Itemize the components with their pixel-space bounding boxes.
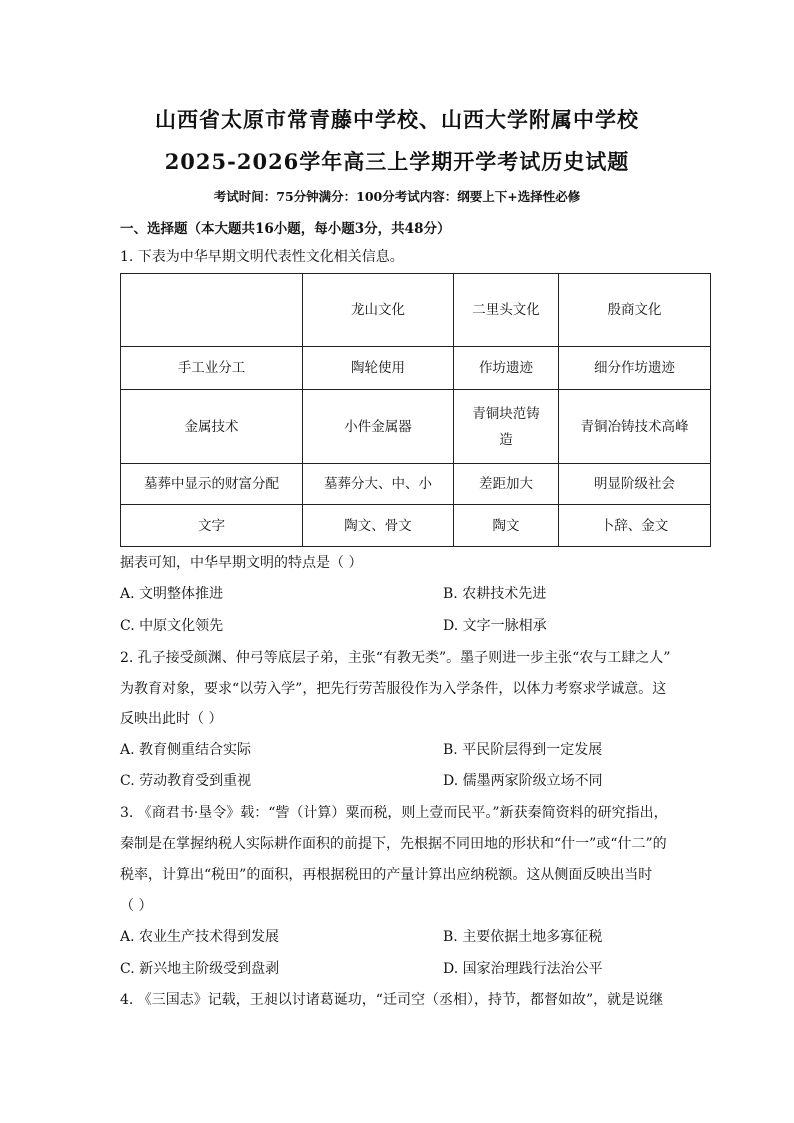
- table-cell: 陶文、骨文: [303, 505, 454, 547]
- table-cell: 卜辞、金文: [559, 505, 711, 547]
- q2-line3: 反映出此时（ ）: [120, 711, 223, 727]
- q2-option-c[interactable]: C. 劳动教育受到重视: [120, 773, 252, 789]
- table-cell: 明显阶级社会: [559, 464, 711, 505]
- table-cell: 青铜冶铸技术高峰: [559, 390, 711, 464]
- table-cell: 陶轮使用: [303, 347, 454, 390]
- table-header-cell: 二里头文化: [454, 274, 559, 347]
- exam-info: 考试时间：75分钟满分：100分考试内容：纲要上下+选择性必修: [213, 189, 581, 204]
- q1-option-d[interactable]: D. 文字一脉相承: [443, 618, 547, 634]
- q3-line2: 秦制是在掌握纳税人实际耕作面积的前提下，先根据不同田地的形状和“什一”或“什二”的: [120, 836, 667, 852]
- table-cell: 细分作坊遗迹: [559, 347, 711, 390]
- table-cell: 青铜块范铸造: [454, 390, 559, 464]
- exam-title-line2: 2025-2026学年高三上学期开学考试历史试题: [164, 149, 630, 174]
- table-header-cell: 龙山文化: [303, 274, 454, 347]
- table-cell: 手工业分工: [121, 347, 303, 390]
- q2-option-a[interactable]: A. 教育侧重结合实际: [120, 742, 252, 758]
- table-header-row: [121, 274, 711, 347]
- q1-option-b[interactable]: B. 农耕技术先进: [443, 586, 547, 602]
- table-cell: 文字: [121, 505, 303, 547]
- table-row: [121, 464, 711, 505]
- section-heading: 一、选择题（本大题共16小题，每小题3分，共48分）: [120, 221, 451, 237]
- table-row: [121, 505, 711, 547]
- q3-line1: 3. 《商君书·垦令》载：“訾（计算）粟而税，则上壹而民平。”新获秦简资料的研究指出，: [120, 805, 668, 821]
- q3-option-c[interactable]: C. 新兴地主阶级受到盘剥: [120, 961, 280, 977]
- table-cell: 小件金属器: [303, 390, 454, 464]
- q2-line1: 2. 孔子接受颜渊、仲弓等底层子弟，主张“有教无类”。墨子则进一步主张“农与工肆之人”: [120, 650, 671, 666]
- q3-option-a[interactable]: A. 农业生产技术得到发展: [120, 929, 280, 945]
- table-cell: 墓葬中显示的财富分配: [121, 464, 303, 505]
- table-header-cell: 殷商文化: [559, 274, 711, 347]
- q3-option-b[interactable]: B. 主要依据土地多寡征税: [443, 929, 603, 945]
- q3-option-d[interactable]: D. 国家治理践行法治公平: [443, 961, 603, 977]
- q2-option-d[interactable]: D. 儒墨两家阶级立场不同: [443, 773, 603, 789]
- table-row: [121, 390, 711, 464]
- q3-line3: 税率，计算出“税田”的面积，再根据税田的产量计算出应纳税额。这从侧面反映出当时: [120, 867, 653, 883]
- table-row: [121, 347, 711, 390]
- q2-option-b[interactable]: B. 平民阶层得到一定发展: [443, 742, 603, 758]
- culture-table: [120, 273, 711, 547]
- q1-option-a[interactable]: A. 文明整体推进: [120, 586, 224, 602]
- table-cell: 墓葬分大、中、小: [303, 464, 454, 505]
- table-cell: 金属技术: [121, 390, 303, 464]
- q2-line2: 为教育对象，要求“以劳入学”，把先行劳苦服役作为入学条件，以体力考察求学诚意。这: [120, 681, 667, 697]
- table-cell: 差距加大: [454, 464, 559, 505]
- exam-title-line1: 山西省太原市常青藤中学校、山西大学附属中学校: [155, 107, 639, 132]
- table-cell: 作坊遗迹: [454, 347, 559, 390]
- q3-line4: （ ）: [120, 898, 153, 914]
- q1-stem: 1. 下表为中华早期文明代表性文化相关信息。: [120, 249, 404, 265]
- table-cell: 陶文: [454, 505, 559, 547]
- q1-option-c[interactable]: C. 中原文化领先: [120, 618, 224, 634]
- q4-line1: 4. 《三国志》记载，王昶以讨诸葛诞功，“迁司空（丞相），持节，都督如故”，就是说继: [120, 992, 664, 1008]
- table-header-cell: [121, 274, 303, 347]
- q1-question: 据表可知，中华早期文明的特点是（ ）: [120, 555, 363, 571]
